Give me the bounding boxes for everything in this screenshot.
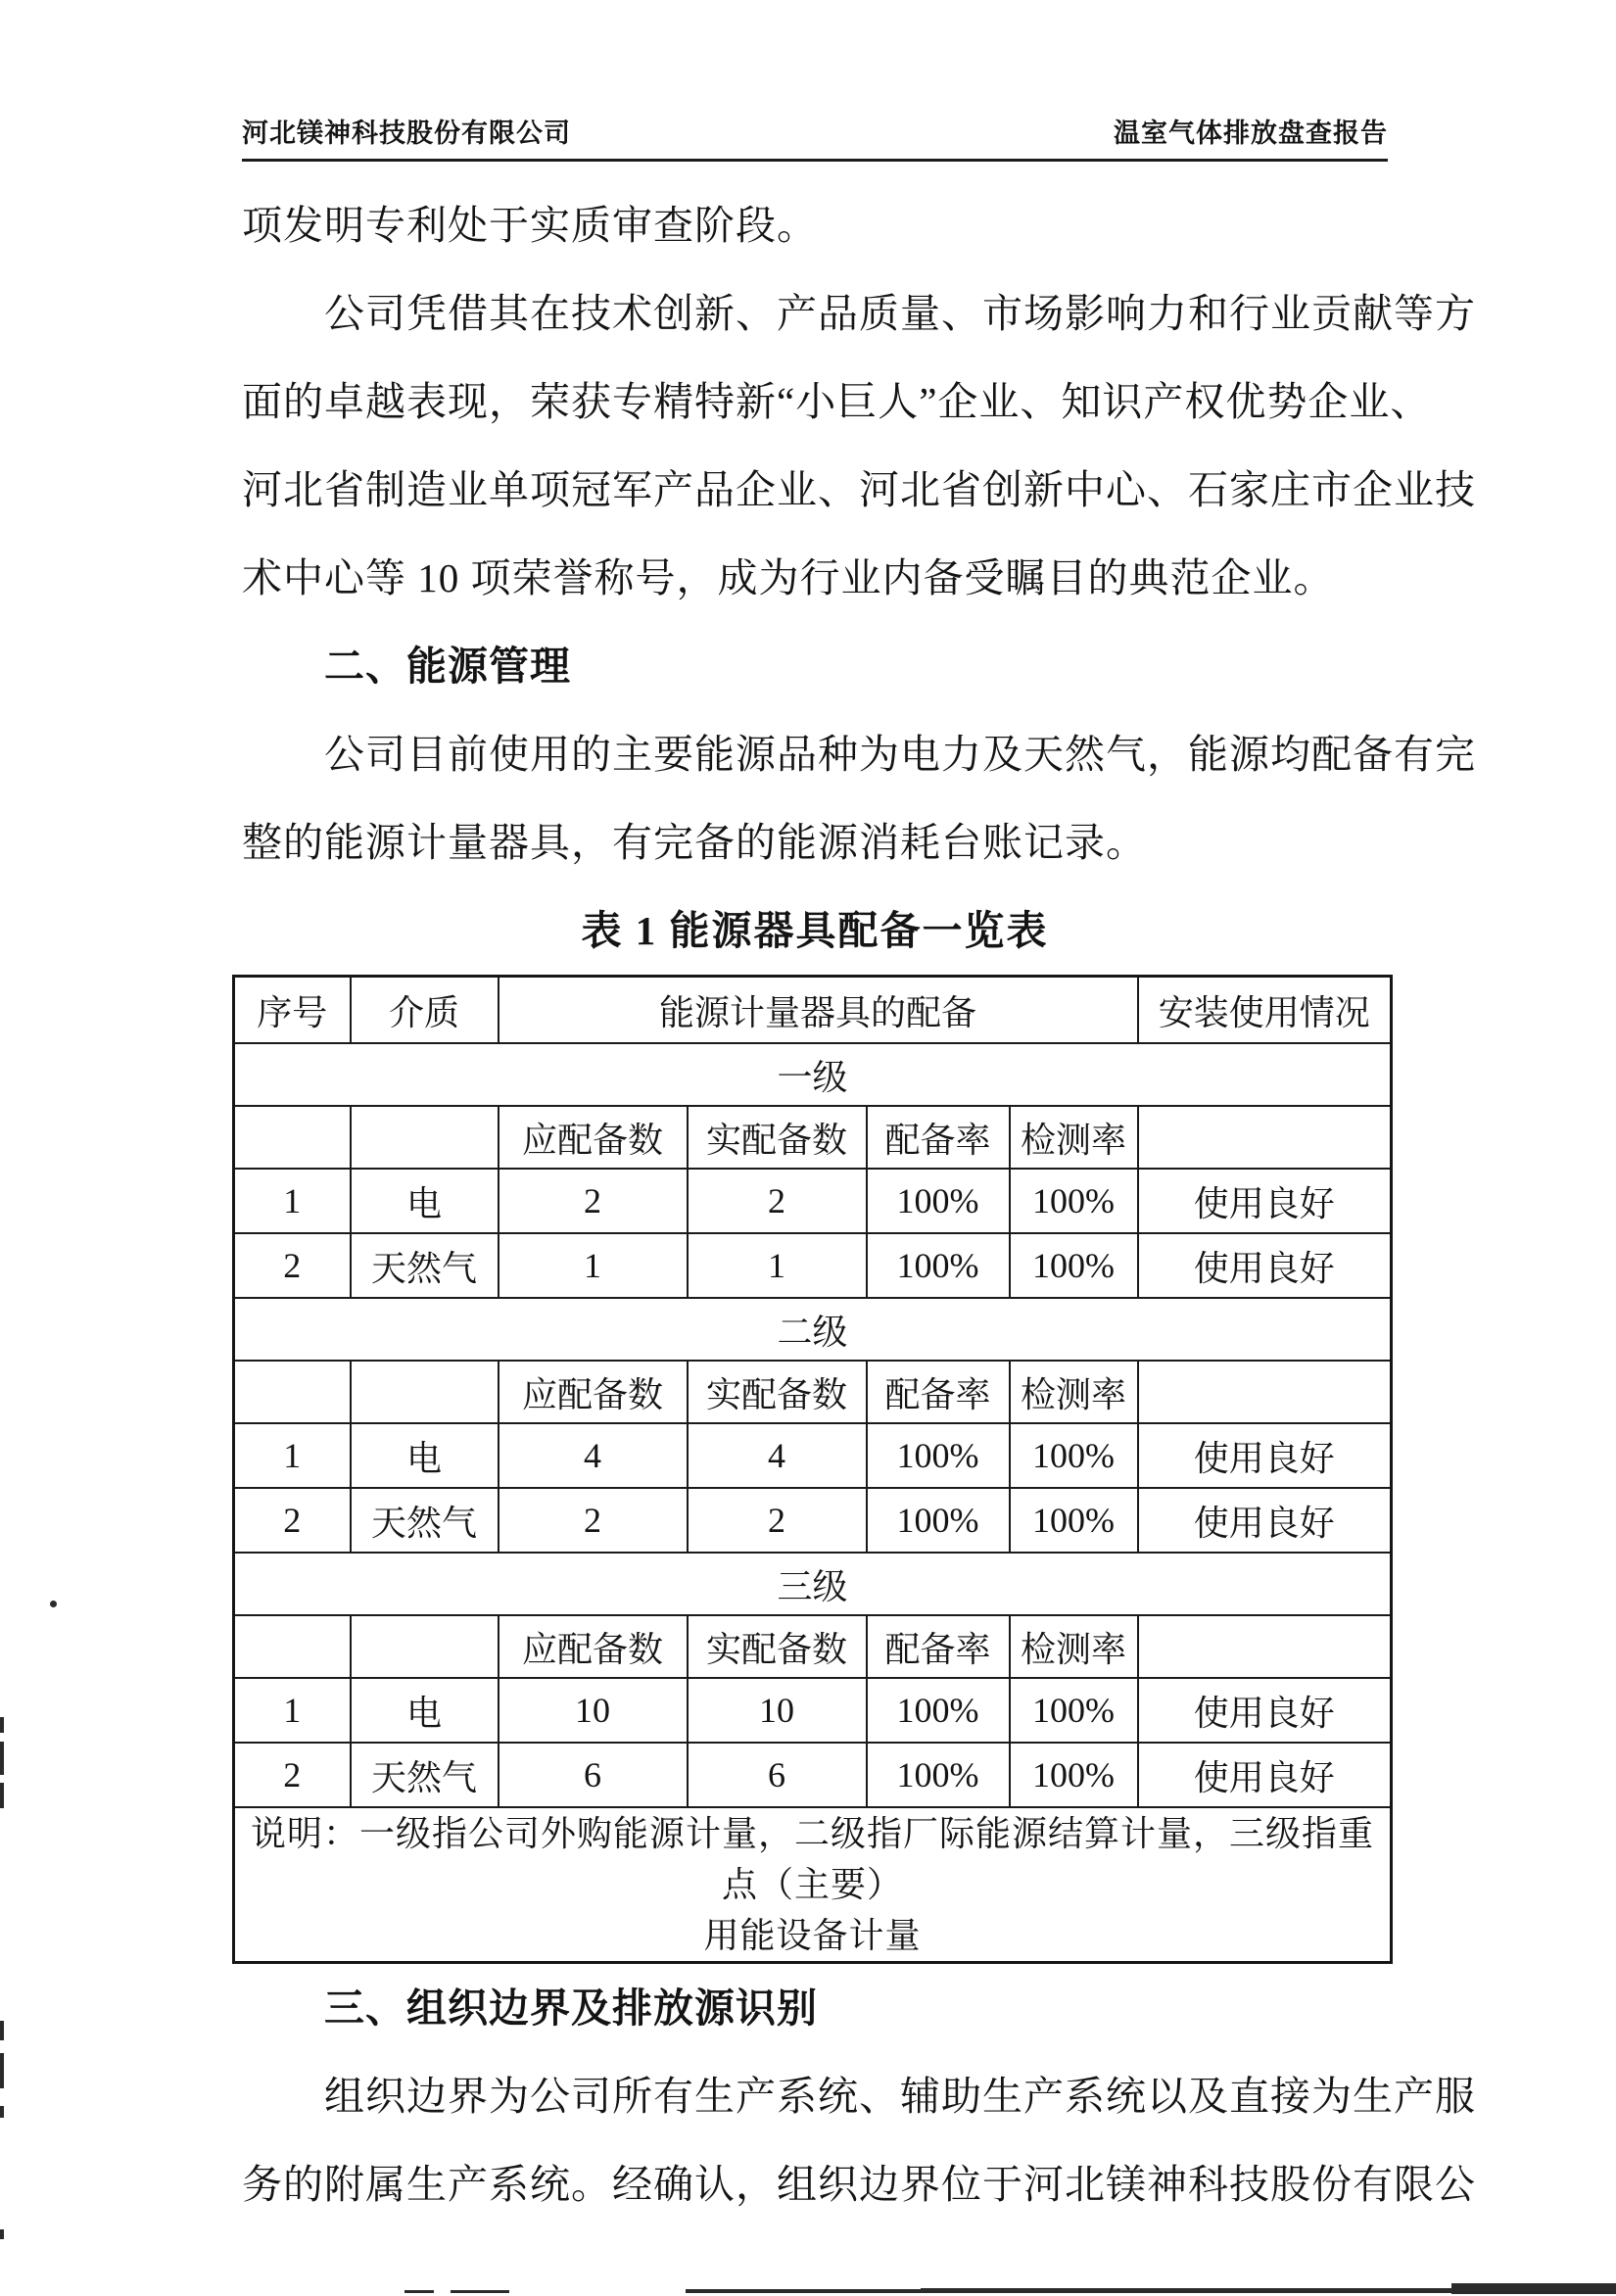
table-row: [234, 1169, 1392, 1233]
sub-header-cell: 检测率: [1010, 1615, 1138, 1678]
scan-artifact: [50, 1601, 57, 1607]
scan-artifact: [686, 2289, 940, 2293]
table-cell: 100%: [1010, 1423, 1138, 1488]
table-cell: 4: [499, 1423, 688, 1488]
section-heading: 三、组织边界及排放源识别: [324, 1985, 818, 2031]
table-cell: 1: [688, 1233, 867, 1298]
table-cell: 电: [351, 1423, 499, 1488]
table-cell: 4: [688, 1423, 867, 1488]
table-cell: 100%: [867, 1678, 1010, 1743]
table-cell: 100%: [1010, 1169, 1138, 1233]
table-cell: 2: [234, 1233, 351, 1298]
col-header-seq: 序号: [234, 977, 351, 1044]
body-line: 公司凭借其在技术创新、产品质量、市场影响力和行业贡献等方: [324, 291, 1476, 336]
sub-header-cell: 实配备数: [688, 1615, 867, 1678]
table-cell: 2: [234, 1488, 351, 1553]
sub-header-cell: 检测率: [1010, 1106, 1138, 1169]
table-cell: 100%: [867, 1423, 1010, 1488]
table-cell: 2: [499, 1169, 688, 1233]
table-cell: 100%: [867, 1743, 1010, 1807]
table-cell: 100%: [1010, 1743, 1138, 1807]
sub-header-cell: 配备率: [867, 1361, 1010, 1423]
table-cell: 天然气: [351, 1743, 499, 1807]
scan-artifact: [0, 1742, 4, 1775]
sub-header-cell: 实配备数: [688, 1106, 867, 1169]
table-row: [234, 1423, 1392, 1488]
scan-artifact: [1451, 2283, 1616, 2294]
body-line: 项发明专利处于实质审查阶段。: [242, 203, 818, 248]
note-line: 说明：一级指公司外购能源计量，二级指厂际能源结算计量，三级指重点（主要）: [251, 1814, 1375, 1904]
scan-artifact: [404, 2290, 434, 2293]
empty-cell: [234, 1615, 351, 1678]
empty-cell: [1138, 1106, 1392, 1169]
table-row: [234, 1488, 1392, 1553]
body-line: 术中心等 10 项荣誉称号，成为行业内备受瞩目的典范企业。: [242, 555, 1335, 600]
scan-artifact: [0, 1717, 4, 1733]
empty-cell: [234, 1361, 351, 1423]
level-row: 二级: [234, 1298, 1392, 1361]
body-line: 河北省制造业单项冠军产品企业、河北省创新中心、石家庄市企业技: [242, 467, 1476, 512]
section-heading: 二、能源管理: [324, 644, 571, 689]
empty-cell: [351, 1615, 499, 1678]
col-header-medium: 介质: [351, 977, 499, 1044]
scan-artifact: [0, 2106, 4, 2118]
body-line: 公司目前使用的主要能源品种为电力及天然气，能源均配备有完: [324, 732, 1476, 777]
sub-header-cell: 应配备数: [499, 1615, 688, 1678]
table-cell: 使用良好: [1138, 1678, 1392, 1743]
col-header-installation: 安装使用情况: [1138, 977, 1392, 1044]
sub-header-cell: 应配备数: [499, 1361, 688, 1423]
table-row: [234, 1233, 1392, 1298]
header-report-title: 温室气体排放盘查报告: [1114, 119, 1388, 148]
page-header: [242, 112, 1388, 162]
page-content: [242, 181, 1476, 2228]
body-line: 面的卓越表现，荣获专精特新“小巨人”企业、知识产权优势企业、: [242, 379, 1432, 424]
sub-header-cell: 检测率: [1010, 1361, 1138, 1423]
scan-artifact: [0, 2053, 4, 2088]
sub-header-cell: 应配备数: [499, 1106, 688, 1169]
scan-artifact: [0, 2229, 4, 2239]
energy-meter-table: [232, 975, 1393, 1964]
table-cell: 1: [234, 1169, 351, 1233]
table-row: [234, 1743, 1392, 1807]
table-cell: 使用良好: [1138, 1169, 1392, 1233]
col-header-metering: 能源计量器具的配备: [499, 977, 1138, 1044]
body-paragraphs: [242, 181, 1476, 886]
table-cell: 2: [234, 1743, 351, 1807]
table-cell: 100%: [867, 1233, 1010, 1298]
table-cell: 使用良好: [1138, 1423, 1392, 1488]
sub-header-cell: 配备率: [867, 1615, 1010, 1678]
table-cell: 100%: [867, 1488, 1010, 1553]
table-cell: 1: [499, 1233, 688, 1298]
table-cell: 10: [499, 1678, 688, 1743]
empty-cell: [1138, 1615, 1392, 1678]
empty-cell: [351, 1106, 499, 1169]
table-cell: 2: [688, 1169, 867, 1233]
table-cell: 1: [234, 1423, 351, 1488]
note-row: [234, 1807, 1392, 1963]
empty-cell: [234, 1106, 351, 1169]
body-line: 整的能源计量器具，有完备的能源消耗台账记录。: [242, 820, 1147, 865]
table-cell: 6: [688, 1743, 867, 1807]
table-cell: 使用良好: [1138, 1743, 1392, 1807]
body-line: 务的附属生产系统。经确认，组织边界位于河北镁神科技股份有限公: [242, 2162, 1476, 2207]
table-cell: 10: [688, 1678, 867, 1743]
body-line: 组织边界为公司所有生产系统、辅助生产系统以及直接为生产服: [324, 2074, 1476, 2119]
table-cell: 电: [351, 1678, 499, 1743]
level-row: 一级: [234, 1043, 1392, 1106]
empty-cell: [351, 1361, 499, 1423]
table-cell: 天然气: [351, 1233, 499, 1298]
table-cell: 6: [499, 1743, 688, 1807]
table-cell: 2: [499, 1488, 688, 1553]
table-cell: 100%: [1010, 1488, 1138, 1553]
table-cell: 天然气: [351, 1488, 499, 1553]
note-line: 用能设备计量: [703, 1916, 922, 1955]
table-row: [234, 1678, 1392, 1743]
table-cell: 100%: [1010, 1233, 1138, 1298]
empty-cell: [1138, 1361, 1392, 1423]
scan-artifact: [0, 2021, 4, 2040]
table-caption: 表 1 能源器具配备一览表: [581, 908, 1049, 953]
table-cell: 100%: [867, 1169, 1010, 1233]
scan-artifact: [0, 1783, 4, 1808]
sub-header-cell: 实配备数: [688, 1361, 867, 1423]
table-cell: 使用良好: [1138, 1488, 1392, 1553]
scan-artifact: [451, 2290, 509, 2293]
body-paragraphs-after-table: [242, 1964, 1476, 2228]
header-company-name: 河北镁神科技股份有限公司: [242, 119, 571, 148]
table-cell: 使用良好: [1138, 1233, 1392, 1298]
sub-header-cell: 配备率: [867, 1106, 1010, 1169]
table-cell: 2: [688, 1488, 867, 1553]
table-cell: 1: [234, 1678, 351, 1743]
table-cell: 电: [351, 1169, 499, 1233]
table-cell: 100%: [1010, 1678, 1138, 1743]
level-row: 三级: [234, 1553, 1392, 1615]
